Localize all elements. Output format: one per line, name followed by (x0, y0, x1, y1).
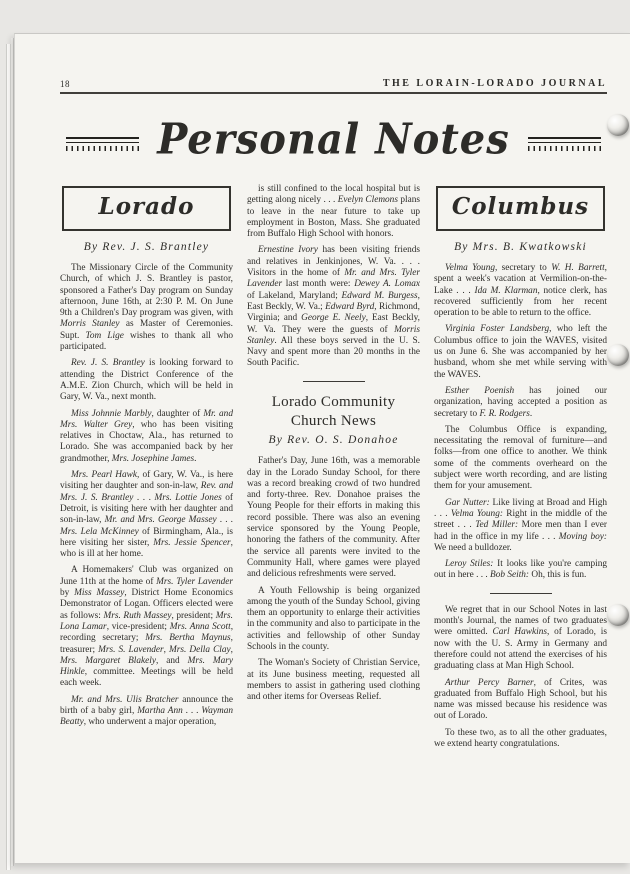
paragraph: Rev. J. S. Brantley is looking forward to attending the District Conference of the A.M.E. Zion Church, which will be held in Gary, W. Va., next month. (60, 358, 233, 403)
columbus-byline: By Mrs. B. Kwatkowski (454, 241, 587, 253)
church-news-byline: By Rev. O. S. Donahoe (268, 434, 399, 447)
masthead (60, 78, 607, 89)
paragraph: A Homemakers' Club was organized on June 11th at the home of Mrs. Tyler Lavender by Miss Massey, District Home Economics Demonstrator of Logan. Officers elected were as follows: Mrs. Ruth Massey, president; Mrs. Lona Lamar, vice-president; Mrs. Anna Scott, recording secretary; Mrs. Bertha Maynus, treasurer; Mrs. S. Lavender, Mrs. Della Clay, Mrs. Margaret Blakely, and Mrs. Mary Hinkle, committee. Meetings will be held each week. (60, 565, 234, 689)
masthead-rule (60, 92, 607, 94)
paragraph: Father's Day, June 16th, was a memorable day in the Lorado Sunday School, for there was a record breaking crowd of two hundred and forty-three. Rev. Donahoe praises the Young People for their efforts in making this record possible. There was also an evening service sponsored by the Young People, honoring the fathers of the community. After the service all parents were invited to the Community Hall, where games were played and delicious refreshments were served. (247, 456, 420, 580)
ornament-left (66, 137, 139, 151)
paragraph: Mr. and Mrs. Ulis Bratcher announce the birth of a baby girl, Martha Ann . . . Wayman Beatty, who underwent a major operation, (60, 694, 233, 728)
paragraph: is still confined to the local hospital but is getting along nicely . . . Evelyn Clemons plans to leave in the near future to take up employment in Boston, Mass. She graduated from Buffalo High School with honors. (247, 184, 421, 240)
church-news-title: Lorado Community Church News (271, 393, 396, 429)
binder-grommet (607, 114, 629, 136)
paragraph: The Columbus Office is expanding, necessitating the removal of furniture—and folks—from one office to another. We think some of the comments overheard on the subject were worth recording, and are listing them for your amusement. (434, 424, 607, 492)
paragraph: Arthur Percy Barner, of Crites, was graduated from Buffalo High School, but his name was missed because his residence was out of Lorado. (434, 677, 607, 722)
journal-page (14, 33, 630, 863)
section-divider (303, 381, 365, 382)
section-header-columbus (436, 186, 605, 231)
paragraph: Virginia Foster Landsberg, who left the Columbus office to join the WAVES, visited us on June 6. She was accompanied by her husband, whom she met while serving with the WAVES. (434, 324, 608, 380)
paragraph: To these two, as to all the other graduates, we extend hearty congratulations. (434, 727, 607, 749)
title-band (66, 114, 601, 168)
section-divider (490, 593, 552, 594)
paragraph: Esther Poenish has joined our organization, having accepted a position as secretary to F. R. Rodgers. (434, 385, 607, 419)
page-number: 18 (60, 79, 70, 89)
column-lorado (60, 184, 233, 755)
lorado-paragraphs (60, 263, 233, 729)
binder-grommet (607, 604, 629, 626)
paragraph: Velma Young, secretary to W. H. Barrett, spent a week's vacation at Vermilion-on-the-Lake . . . Ida M. Klarman, notice clerk, has recovered sufficiently from her recent operation to be able to return to the office. (434, 263, 607, 319)
paragraph: The Missionary Circle of the Community Church, of which J. S. Brantley is pastor, sponsored a Father's Day program on Sunday afternoon, June 16th, at 2:30 P. M. On June 9th a Children's Day program was given, with Morris Stanley as Master of Ceremonies. Supt. Tom Lige wishes to thank all who participated. (60, 263, 233, 353)
columbus-paragraphs (434, 263, 607, 582)
paragraph: Ernestine Ivory has been visiting friends and relatives in Jenkinjones, W. Va. . . . Visitors in the home of Mr. and Mrs. Tyler Lavender last month were: Dewey A. Lomax of Lakeland, Maryland; Edward M. Burgess, East Beckly, W. Va.; Edward Byrd, Richmond, Virginia; and George E. Neely, East Beckly, W. Va. They were the guests of Morris Stanley. All these boys served in the U. S. Navy and spent more than 20 months in the South Pacific. (247, 245, 421, 369)
section-header-lorado (62, 186, 231, 231)
column-columbus (434, 184, 607, 755)
lorado-title: Lorado (98, 193, 195, 220)
middle-paragraphs (247, 184, 420, 370)
paragraph: Miss Johnnie Marbly, daughter of Mr. and Mrs. Walter Grey, who has been visiting relatives in Choctaw, Ala., has returned to Lorado. She was accompanied back by her grandmother, Mrs. Josephine James. (60, 408, 233, 464)
binder-grommet (607, 344, 629, 366)
journal-title: THE LORAIN-LORADO JOURNAL (382, 78, 607, 89)
paragraph: Gar Nutter: Like living at Broad and High . . . Velma Young: Right in the middle of the street . . . Ted Miller: More men than I ever had in the office in my life . . . Moving boy: We need a bulldozer. (434, 497, 608, 553)
school-notes-paragraphs (434, 605, 607, 751)
paragraph: Leroy Stiles: It looks like you're camping out in here . . . Bob Seith: Oh, this is fun. (434, 559, 607, 581)
paragraph: Mrs. Pearl Hawk, of Gary, W. Va., is here visiting her daughter and son-in-law, Rev. and Mrs. J. S. Brantley . . . Mrs. Lottie Jones of Detroit, is visiting here with her daughter and son-in-law, Mr. and Mrs. George Massey . . . Mrs. Lela McKinney of Birmingham, Ala., is here visiting her sister, Mrs. Jessie Spencer, who is ill at her home. (60, 470, 234, 560)
paragraph: A Youth Fellowship is being organized among the youth of the Sunday School, giving them an opportunity to enlarge their activities in the community and also to participate in the activities and fellowship of other Sunday Schools in the county. (247, 585, 421, 652)
article-columns (60, 184, 607, 755)
paragraph: The Woman's Society of Christian Service, at its June business meeting, requested all members to assist in gathering used clothing and other items for Overseas Relief. (247, 658, 420, 703)
column-middle (247, 184, 420, 755)
paragraph: We regret that in our School Notes in last month's Journal, the names of two graduates were omitted. Carl Hawkins, of Lorado, is now with the U. S. Army in Germany and therefore could not attend the exercises of his graduating class at Man High School. (434, 604, 607, 672)
page-title: Personal Notes (157, 114, 510, 164)
columbus-title: Columbus (451, 193, 590, 220)
ornament-right (528, 137, 601, 151)
church-news-paragraphs (247, 456, 420, 703)
lorado-byline: By Rev. J. S. Brantley (83, 241, 210, 253)
